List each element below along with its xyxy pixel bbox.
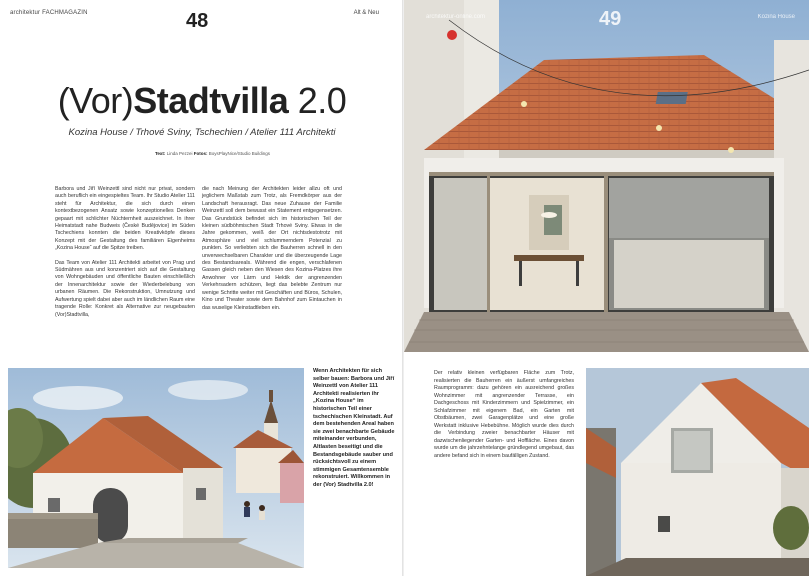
body-column: Der relativ kleinen verfügbaren Fläche zum Trotz, realisierten die Bauherren ein äußerst umfangreiches Raumprogramm: dazu gehören ein ausreichend großes Wohnzimmer mit angrenzender Terrasse, ein Dachgeschoss mit Kinderzimmern und Spielzimmer, ein Schlafzimmer mit eigenem Bad, ein Garten mit Obstbäumen, zwei Garagenplätze und eine große Werkstatt inklusive Hebebühne. Möglich wurde dies durch die Verbindung zweier benachbarter Häuser mit dazwischenliegender Garten- und Hoffläche. Eines davon wurde um die jahrzehntelange gründlegend umgebaut, das andere befand sich in einem baufälligen Zustand. bbox=[434, 370, 574, 459]
website-url: architektur-online.com bbox=[426, 14, 486, 20]
credits bbox=[155, 151, 270, 156]
paragraph: Das Team von Atelier 111 Architekti arbeitet von Prag und Südmähren aus und konzentriert sich auf die Gestaltung von Wohngebäuden und öffentliche Bauten einschließlich der Innenarchitektur sowie der Wiederbelebung von urbanen Räumen. Die Rekonstruktion, Umnutzung und Aufwertung spielt dabei aber auch im ländlichen Raum eine tragende Rolle: Konkret als Alternative zur neugebauten (Vor)Stadtvilla, bbox=[55, 259, 195, 318]
title-prefix: (Vor) bbox=[57, 80, 134, 121]
credits-text-label: Text: bbox=[155, 151, 166, 156]
paragraph: Barbora und Jiří Weinzettl sind nicht nur privat, sondern auch beruflich ein eingespieltes Team. Ihr Studio Atelier 111 steht für Architektur, die sich durch einen kontextbezogenen Ansatz sowie konzeptionelles Denken gepaart mit schlichter Nüchternheit auszeichnet. In ihrer Heimatstadt nahe Budweis (České Budějovice) im Süden Tschechiens konnten die beiden Kreativköpfe dieses Konzept mit der Gestaltung des familiären Eigenheims „Kozina House“ auf die Spitze treiben. bbox=[55, 186, 195, 252]
right-page bbox=[404, 0, 809, 576]
page-number: 48 bbox=[186, 10, 209, 32]
body-column-2: die nach Meinung der Architekten leider allzu oft und jeglichem Maßstab zum Trotz, als Fremdkörper aus der Landschaft herausragt. Das neue Zuhause der Familie Weinzettl soll dem bewusst ein Statement entgegensetzen. Das Grundstück befindet sich im historischen Teil der kleinen südböhmischen Stadt Trhové Sviny. Etwas in die Jahre gekommen, weiß der Ort nichtsdestotrotz mit Atmosphäre und viel schlummerndem Potenzial zu punkten. So verliebten sich die Bauherren schnell in den unverwechselbaren Charakter und die überzeugende Lage des Bestandsareals. Während die engen, verschlafenen Gassen gleich neben den Wiesen des Kozina-Platzes ihre Anwohner vor Lärm und Hektik der angrenzenden Verkehrsadern schützen, liegt das belebte Zentrum nur wenige Schritte weiter mit Geschäften und Büros, Schulen, Kino und Theater sowie dem Bahnhof zum Eintauchen in das wuselige Kleinstadtleben ein. bbox=[202, 186, 342, 311]
courtyard-image bbox=[404, 0, 809, 352]
title-main: Stadtvilla bbox=[133, 80, 289, 121]
courtyard-hero-photo bbox=[404, 0, 809, 352]
left-page bbox=[0, 0, 404, 576]
magazine-name: architektur FACHMAGAZIN bbox=[10, 10, 88, 16]
gable-house-image bbox=[586, 368, 809, 576]
gable-photo bbox=[586, 368, 809, 576]
street-scene-image bbox=[8, 368, 304, 568]
project-name: Kozina House bbox=[757, 14, 795, 20]
title-suffix: 2.0 bbox=[288, 80, 347, 121]
article-title bbox=[0, 80, 404, 122]
credits-photo-author: BoysPlayNice/Studio Buildings bbox=[208, 151, 271, 156]
street-photo bbox=[8, 368, 304, 568]
section-label: Alt & Neu bbox=[353, 10, 379, 16]
credits-text-author: Linda Pezzei bbox=[166, 151, 193, 156]
article-subtitle: Kozina House / Trhové Sviny, Tschechien / Atelier 111 Architekti bbox=[68, 127, 336, 138]
credits-photo-label: Fotos: bbox=[193, 151, 208, 156]
photo-caption: Wenn Architekten für sich selber bauen: Barbora und Jiří Weinzettl von Atelier 111 Architekti realisierten ihr „Kozina House“ im historischen Teil einer tschechischen Kleinstadt. Auf dem bestehenden Areal haben sie zwei benachbarte Gebäude miteinander verbunden, Altlasten beseitigt und die Bestandsgebäude sauber und rücksichtsvoll zu einem stimmigen Gesamtensemble rekonstruiert. Willkommen in der (Vor) Stadtvilla 2.0! bbox=[313, 368, 395, 488]
body-column-1 bbox=[55, 186, 195, 326]
page-number: 49 bbox=[599, 8, 622, 30]
